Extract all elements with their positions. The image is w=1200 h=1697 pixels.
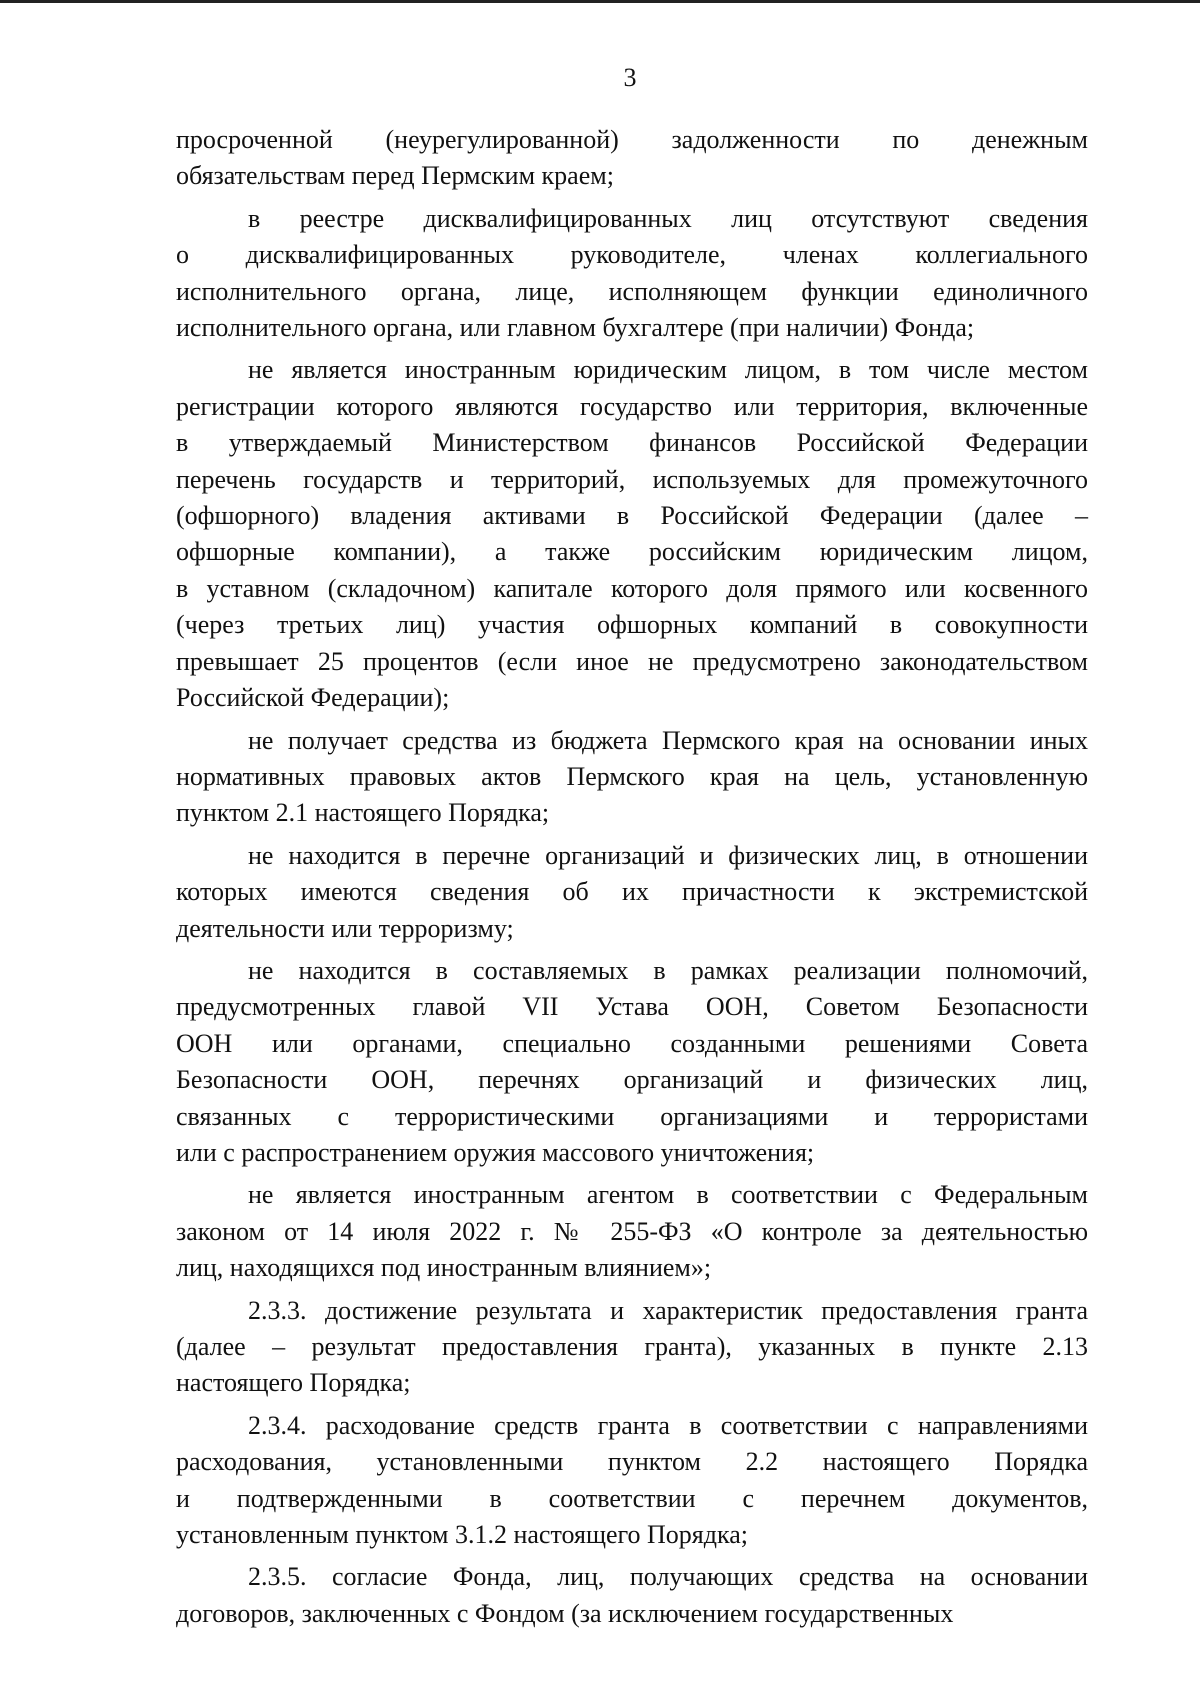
text-line: деятельности или терроризму;	[176, 913, 514, 943]
text-line: (офшорного) владения активами в Российской Федерации (далее –	[176, 501, 1088, 531]
text-line: исполнительного органа, или главном бухгалтере (при наличии) Фонда;	[176, 313, 975, 343]
text-line: или с распространением оружия массового уничтожения;	[176, 1137, 815, 1167]
text-line: ООН или органами, специально созданными решениями Совета	[176, 1028, 1088, 1058]
paragraph	[176, 838, 1088, 947]
text-line: о дисквалифицированных руководителе, членах коллегиального	[176, 240, 1088, 270]
text-line: в реестре дисквалифицированных лиц отсутствуют сведения	[248, 203, 1088, 233]
text-line: связанных с террористическими организациями и террористами	[176, 1101, 1088, 1131]
paragraph	[176, 1293, 1088, 1402]
document-body	[176, 122, 1088, 1632]
paragraph	[176, 201, 1088, 347]
text-line: не является иностранным юридическим лицом, в том числе местом	[248, 355, 1088, 385]
paragraph	[176, 953, 1088, 1171]
text-line: регистрации которого являются государство или территория, включенные	[176, 391, 1088, 421]
text-line: не находится в составляемых в рамках реализации полномочий,	[248, 955, 1088, 985]
text-line: в уставном (складочном) капитале которого доля прямого или косвенного	[176, 573, 1088, 603]
paragraph	[176, 1408, 1088, 1554]
text-line: которых имеются сведения об их причастности к экстремистской	[176, 877, 1088, 907]
text-line: не получает средства из бюджета Пермского края на основании иных	[248, 725, 1088, 755]
text-line: обязательствам перед Пермским краем;	[176, 161, 614, 191]
text-line: и подтвержденными в соответствии с перечнем документов,	[176, 1483, 1088, 1513]
text-line: нормативных правовых актов Пермского края на цель, установленную	[176, 761, 1088, 791]
paragraph	[176, 352, 1088, 716]
text-line: в утверждаемый Министерством финансов Российской Федерации	[176, 428, 1088, 458]
text-line: расходования, установленными пунктом 2.2 настоящего Порядка	[176, 1447, 1088, 1477]
paragraph	[176, 723, 1088, 832]
text-line: 2.3.4. расходование средств гранта в соответствии с направлениями	[248, 1410, 1088, 1440]
text-line: Безопасности ООН, перечнях организаций и физических лиц,	[176, 1065, 1088, 1095]
text-line: офшорные компании), а также российским юридическим лицом,	[176, 537, 1088, 567]
text-line: (далее – результат предоставления гранта), указанных в пункте 2.13	[176, 1332, 1088, 1361]
page-number: 3	[623, 63, 637, 92]
text-line: не находится в перечне организаций и физических лиц, в отношении	[248, 840, 1088, 870]
page-top-edge	[0, 0, 1200, 3]
text-line: перечень государств и территорий, используемых для промежуточного	[176, 464, 1088, 494]
paragraph	[176, 122, 1088, 195]
text-line: настоящего Порядка;	[176, 1368, 411, 1398]
text-line: (через третьих лиц) участия офшорных компаний в совокупности	[176, 610, 1088, 640]
text-line: просроченной (неурегулированной) задолженности по денежным	[176, 125, 1088, 154]
text-line: 2.3.5. согласие Фонда, лиц, получающих средства на основании	[248, 1562, 1088, 1592]
text-line: исполнительного органа, лице, исполняющем функции единоличного	[176, 276, 1088, 306]
paragraph	[176, 1559, 1088, 1632]
text-line: лиц, находящихся под иностранным влиянием»;	[176, 1253, 712, 1283]
text-line: установленным пунктом 3.1.2 настоящего Порядка;	[176, 1520, 748, 1550]
text-line: пунктом 2.1 настоящего Порядка;	[176, 798, 550, 828]
text-line: договоров, заключенных с Фондом (за исключением государственных	[176, 1598, 954, 1628]
text-line: не является иностранным агентом в соответствии с Федеральным	[248, 1180, 1088, 1210]
paragraph	[176, 1177, 1088, 1286]
text-line: законом от 14 июля 2022 г. № 255-ФЗ «О контроле за деятельностью	[176, 1216, 1088, 1246]
text-line: превышает 25 процентов (если иное не предусмотрено законодательством	[176, 646, 1088, 676]
text-line: предусмотренных главой VII Устава ООН, Советом Безопасности	[176, 992, 1088, 1022]
text-line: Российской Федерации);	[176, 683, 450, 713]
text-line: 2.3.3. достижение результата и характеристик предоставления гранта	[248, 1295, 1088, 1325]
